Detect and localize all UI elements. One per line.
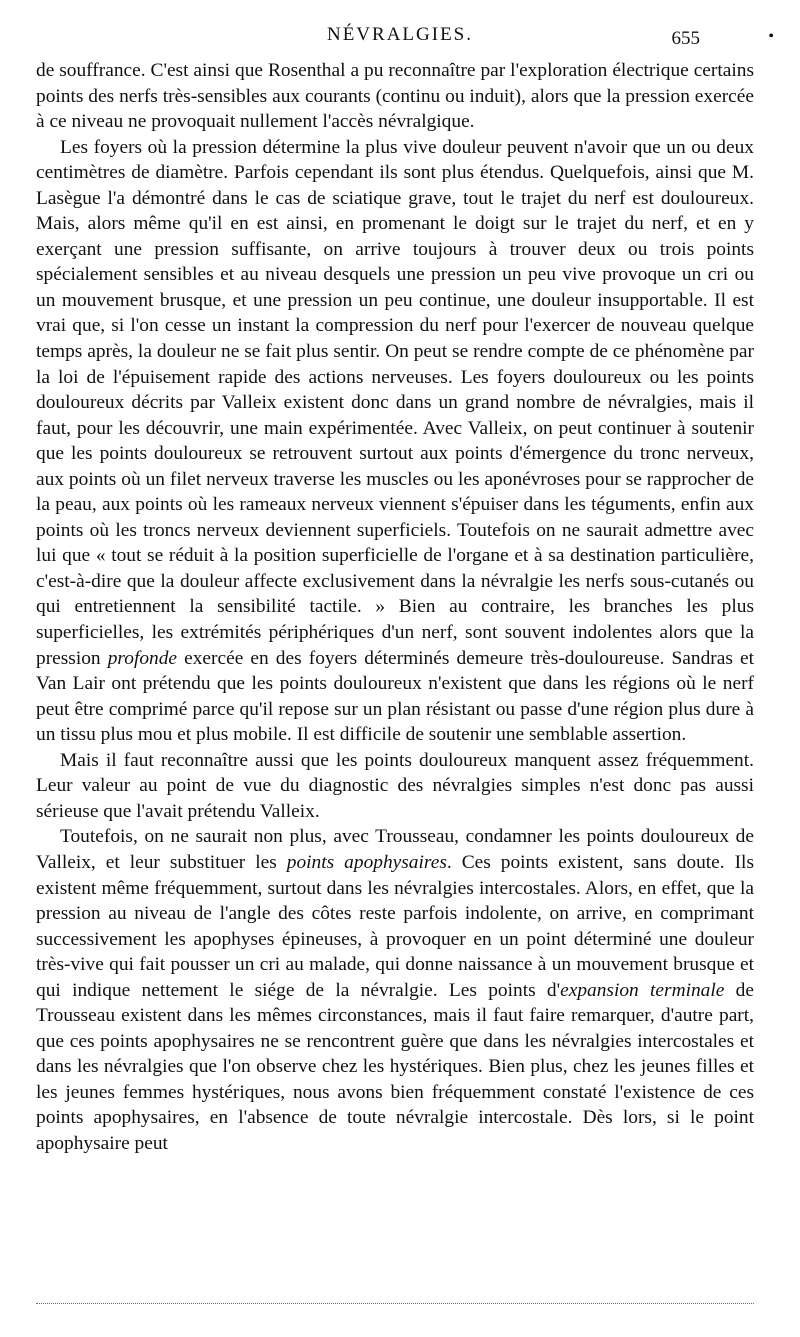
footer-dotted-rule bbox=[36, 1303, 754, 1304]
emphasis-points-apophysaires: points apophysaires bbox=[286, 851, 447, 873]
paragraph-1: de souffrance. C'est ainsi que Rosenthal a pu reconnaître par l'exploration électrique certains points des nerfs très-sensibles aux courants (continu ou induit), alors que la pression exercée à ce niveau ne provoquait nullement l'accès névralgique. bbox=[36, 60, 754, 133]
emphasis-expansion-terminale: expansion terminale bbox=[560, 979, 725, 1001]
paragraph-3: Mais il faut reconnaître aussi que les points douloureux manquent assez fréquemment. Leur valeur au point de vue du diagnostic des névralgies simples n'est donc pas aussi sérieuse que l'avait prétendu Valleix. bbox=[36, 749, 754, 822]
emphasis-profonde: profonde bbox=[107, 647, 178, 669]
paragraph-2: Les foyers où la pression détermine la plus vive douleur peuvent n'avoir que un ou deux centimètres de diamètre. Parfois cependant ils sont plus étendus. Quelquefois, ainsi que M. Lasègue l'a démontré dans le cas de sciatique grave, tout le trajet du nerf est douloureux. Mais, alors même qu'il en est ainsi, en promenant le doigt sur le trajet du nerf, et en y exerçant une pression suffisante, on arrive toujours à trouver deux ou trois points spécialement sensibles et au niveau desquels une pression un peu vive provoque un cri ou un mouvement brusque, et une pression un peu continue, une douleur insupportable. Il est vrai que, si l'on cesse un instant la compression du nerf pour l'exercer de nouveau quelque temps après, la douleur ne se fait plus sentir. On peut se rendre compte de ce phénomène par la loi de l'épuisement rapide des actions nerveuses. Les foyers douloureux ou les points douloureux décrits par Valleix existent donc dans un grand nombre de névralgies, mais il faut, pour les découvrir, une main expérimentée. Avec Valleix, on peut continuer à soutenir que les points douloureux se retrouvent surtout aux points d'émergence du tronc nerveux, aux points où un filet nerveux traverse les muscles ou les aponévroses pour se rapprocher de la peau, aux points où les rameaux nerveux viennent s'épuiser dans les téguments, enfin aux points où les troncs nerveux deviennent superficiels. Toutefois on ne saurait admettre avec lui que « tout se réduit à la position superficielle de l'organe et à sa destination particulière, c'est-à-dire que la douleur affecte exclusivement dans la névralgie les nerfs sous-cutanés ou qui entretiennent la sensibilité tactile. » Bien au contraire, les branches les plus superficielles, les extrémités périphériques d'un nerf, sont souvent indolentes alors que la pression profonde exercée en des foyers déterminés demeure très-douloureuse. Sandras et Van Lair ont prétendu que les points douloureux n'existent que dans les régions où le nerf peut être comprimé parce qu'il repose sur un plan résistant ou passe d'une région plus dure à un tissu plus mou et plus mobile. Il est difficile de soutenir une semblable assertion. bbox=[36, 136, 754, 746]
page-header bbox=[0, 18, 800, 48]
paragraph-4: Toutefois, on ne saurait non plus, avec Trousseau, condamner les points douloureux de Valleix, et leur substituer les points apophysaires. Ces points existent, sans doute. Ils existent même fréquemment, surtout dans les névralgies intercostales. Alors, en effet, que la pression au niveau de l'angle des côtes reste parfois indolente, on arrive, en comprimant successivement les apophyses épineuses, à provoquer en un point déterminé une douleur très-vive qui fait pousser un cri au malade, qui donne naissance à un mouvement brusque et qui indique nettement le siége de la névralgie. Les points d'expansion terminale de Trousseau existent dans les mêmes circonstances, mais il faut faire remarquer, d'autre part, que ces points apophysaires ne se rencontrent guère que dans les névralgies intercostales et dans les névralgies que l'on observe chez les hystériques. Bien plus, chez les jeunes filles et les jeunes femmes hystériques, nous avons bien fréquemment constaté l'existence de ces points apophysaires, en l'absence de toute névralgie intercostale. Dès lors, si le point apophysaire peut bbox=[36, 826, 754, 1154]
margin-mark: • bbox=[768, 28, 774, 45]
body-text bbox=[36, 58, 754, 1157]
page-number: 655 bbox=[671, 28, 700, 49]
running-title: NÉVRALGIES. bbox=[326, 24, 474, 45]
